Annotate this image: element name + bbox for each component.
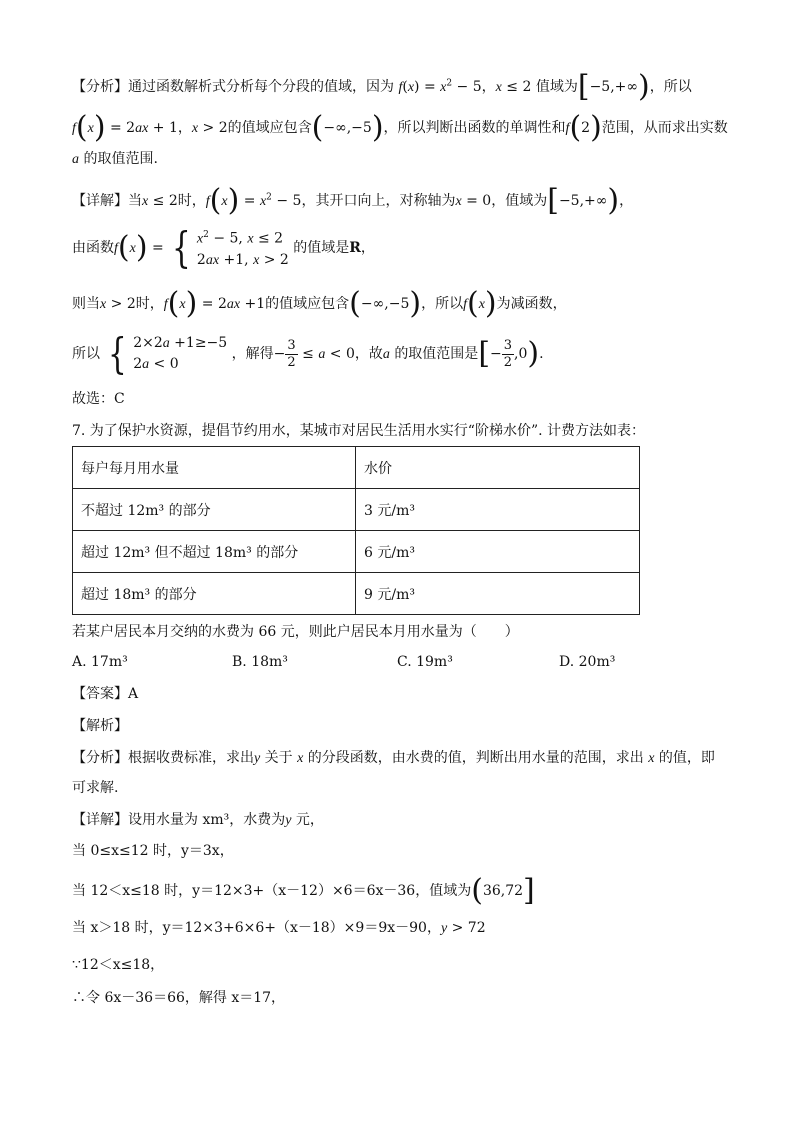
text: ，其开口向上，对称轴为 (301, 193, 456, 209)
q7-detail-line: 【详解】设用水量为 xm³，水费为y 元， (72, 812, 324, 828)
text: 所以 (72, 346, 100, 362)
text: 的值域是 (293, 239, 350, 256)
text: 的取值范围. (83, 151, 158, 167)
table-cell: 6 元/m³ (356, 531, 640, 573)
option-b[interactable]: B. 18m³ (232, 654, 288, 670)
table-header-row (73, 447, 640, 489)
text: 的值域应包含 (265, 296, 350, 312)
table-header: 每户每月用水量 (73, 447, 356, 489)
inequality-system: { 2×2a +1≥−5 2a < 0 (108, 329, 228, 378)
formula-fx-x2-5: f (398, 80, 403, 95)
table-cell: 不超过 12m³ 的部分 (73, 489, 356, 531)
table-row (73, 573, 640, 615)
table-cell: 超过 18m³ 的部分 (73, 573, 356, 615)
text: ，所以 (421, 296, 464, 312)
q7-step-5: ∴令 6x－36＝66，解得 x＝17， (72, 990, 286, 1006)
text: 【详解】设用水量为 xm³，水费为 (72, 812, 286, 828)
detail-line-4: 所以 { 2×2a +1≥−5 2a < 0 ，解得− $\frac{3}{2}$ ≤ a < 0，故a 的取值范围是[− $\frac{3}{2}$ ,0). (72, 329, 544, 378)
text: 的分段函数，由水费的值，判断出用水量的范围，求出 (307, 750, 644, 766)
piecewise-function: { $x^2 - 5$, x ≤ 2 2ax +1, x > 2 (172, 222, 289, 272)
q7-step-2: 当 12＜x≤18 时，y＝12×3+（x－12）×6＝6x－36，值域为(36,72] (72, 873, 535, 908)
question-7-text: 若某户居民本月交纳的水费为 66 元，则此户居民本月用水量为（ ） (72, 624, 519, 640)
q7-step-1: 当 0≤x≤12 时，y＝3x， (72, 843, 234, 859)
text: 的取值范围是 (394, 346, 479, 362)
jiexi-label: 【解析】 (72, 718, 128, 734)
q7-step-4: ∵12＜x≤18， (72, 957, 165, 973)
text: 当 x＞18 时，y＝12×3+6×6+（x－18）×9＝9x－90， (72, 920, 441, 936)
table-header: 水价 (356, 447, 640, 489)
table-cell: 3 元/m³ (356, 489, 640, 531)
text: ，解得 (231, 346, 274, 362)
text: 【分析】根据收费标准，求出 (72, 750, 254, 766)
text: 的值，即 (658, 750, 715, 766)
text: 【详解】当 (72, 193, 142, 209)
table-row (73, 489, 640, 531)
q7-analysis-line-2: 可求解. (72, 780, 119, 796)
table-row (73, 531, 640, 573)
option-a[interactable]: A. 17m³ (72, 654, 128, 670)
option-c[interactable]: C. 19m³ (397, 654, 453, 670)
question-7-stem: 7. 为了保护水资源，提倡节约用水，某城市对居民生活用水实行“阶梯水价”. 计费方法如表： (72, 423, 646, 439)
text: ，值域为 (491, 193, 548, 209)
detail-line-1: 【详解】当x ≤ 2时，$f(x) = x^2 - 5$，其开口向上，对称轴为x = 0，值域为[−5,+∞)， (72, 183, 634, 218)
text: 时， (135, 296, 164, 312)
text: 范围，从而求出实数 (601, 120, 728, 136)
text: 为减函数， (496, 296, 567, 312)
text: 【分析】通过函数解析式分析每个分段的值域，因为 (72, 79, 394, 95)
answer-label: 【答案】A (72, 686, 139, 702)
choice-line: 故选：C (72, 391, 125, 407)
text: R (349, 239, 361, 256)
text: 值域为 (535, 79, 578, 95)
text: ，所以 (649, 79, 692, 95)
text: 当 12＜x≤18 时，y＝12×3+（x－12）×6＝6x－36，值域为 (72, 883, 472, 899)
analysis-line-2: f(x) = 2ax + 1，x > 2的值域应包含(−∞,−5)，所以判断出函数的单调性和f(2)范围，从而求出实数 (72, 110, 728, 145)
detail-line-3: 则当x > 2时，f(x) = 2ax +1的值域应包含(−∞,−5)，所以f(x)为减函数， (72, 286, 567, 321)
detail-line-2: 由函数f(x) = { $x^2 - 5$, x ≤ 2 2ax +1, x > 2 的值域是R， (72, 222, 375, 272)
text: 关于 (264, 750, 293, 766)
q7-analysis-line-1: 【分析】根据收费标准，求出y 关于 x 的分段函数，由水费的值，判断出用水量的范围，求出 x 的值，即 (72, 750, 715, 766)
table-cell: 超过 12m³ 但不超过 18m³ 的部分 (73, 531, 356, 573)
text: 元， (295, 812, 324, 828)
water-price-table (72, 446, 640, 615)
fraction: $\frac{3}{2}$ (287, 337, 296, 370)
option-d[interactable]: D. 20m³ (559, 654, 616, 670)
formula-x-le-2: x (495, 80, 502, 95)
text: 时， (177, 193, 206, 209)
analysis-line-3: a 的取值范围. (72, 151, 158, 167)
q7-step-3: 当 x＞18 时，y＝12×3+6×6+（x－18）×9＝9x－90，y > 72 (72, 920, 486, 936)
text: 则当 (72, 296, 100, 312)
table-cell: 9 元/m³ (356, 573, 640, 615)
text: ，所以判断出函数的单调性和 (383, 120, 566, 136)
text: 由函数 (72, 239, 114, 256)
text: ，故 (354, 346, 383, 362)
text: 的值域应包含 (227, 120, 312, 136)
analysis-line-1: 【分析】通过函数解析式分析每个分段的值域，因为 $f(x) = x^2 - 5$，x ≤ 2 值域为[−5,+∞)，所以 (72, 69, 692, 104)
